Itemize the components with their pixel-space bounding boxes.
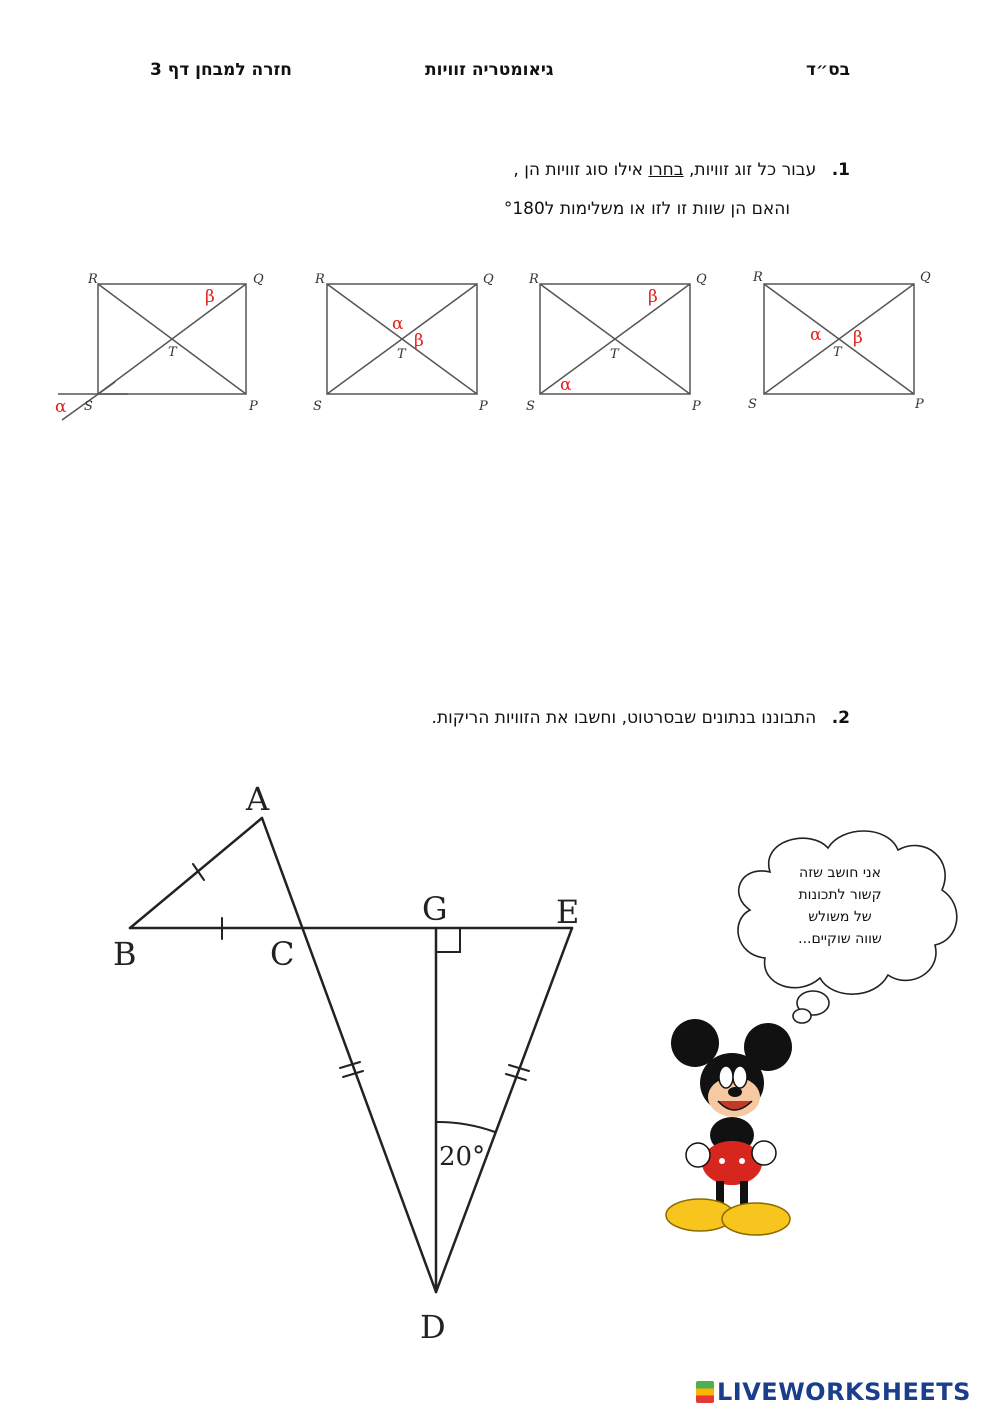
logo-text: LIVEWORKSHEETS <box>717 1378 971 1406</box>
question-1-line2: והאם הן שוות זו לזו או משלימות ל°180 <box>503 199 790 219</box>
angle-arc <box>436 1122 495 1132</box>
label-c: C <box>270 935 295 973</box>
rect-2-label-t: T <box>397 347 406 362</box>
question-2-text <box>432 708 850 728</box>
rect-1-alpha: α <box>55 397 67 417</box>
header-page: חזרה למבחן דף 3 <box>150 60 292 80</box>
label-d: D <box>420 1308 446 1346</box>
liveworksheets-logo <box>696 1378 971 1406</box>
label-e: E <box>556 893 580 931</box>
question-1-text-after: אילו סוג זוויות הן , <box>513 160 644 180</box>
glove-right-icon <box>752 1141 776 1165</box>
question-1-text-before: עבור כל זוג זוויות, <box>689 160 817 180</box>
tick-cd-2 <box>343 1071 363 1077</box>
rect-1-label-t: T <box>168 345 177 360</box>
thought-line-1: אני חושב שזה <box>799 865 881 881</box>
question-2-number: 2. <box>831 708 850 728</box>
rect-1-beta: β <box>205 287 215 307</box>
rect-2-label-p: P <box>479 399 488 414</box>
rect-1-label-r: R <box>88 272 98 287</box>
rect-4-beta: β <box>853 328 863 348</box>
thought-line-4: שווה שוקיים... <box>798 931 882 947</box>
header-title: גיאומטריה זוויות <box>425 60 554 80</box>
nose-icon <box>728 1087 742 1097</box>
triangle-figure <box>0 760 650 1380</box>
label-b: B <box>113 935 137 973</box>
rect-4-label-t: T <box>833 345 842 360</box>
header-right: בס״ד <box>806 60 850 80</box>
glove-left-icon <box>686 1143 710 1167</box>
rect-2-label-s: S <box>313 399 322 414</box>
rect-4-label-p: P <box>915 397 924 412</box>
shoe-right-icon <box>722 1203 790 1235</box>
segment-ed <box>436 928 572 1292</box>
rect-3-beta: β <box>648 287 658 307</box>
rect-3-alpha: α <box>560 375 572 395</box>
rect-2-label-r: R <box>315 272 325 287</box>
rect-3-label-p: P <box>692 399 701 414</box>
rect-1-label-q: Q <box>253 272 264 287</box>
cartoon-mouse-illustration <box>660 1015 800 1245</box>
right-angle-mark <box>436 928 460 952</box>
thought-line-2: קשור לתכונות <box>798 887 882 903</box>
rect-3-label-q: Q <box>696 272 707 287</box>
logo-badge-icon <box>696 1381 714 1403</box>
rect-2-label-q: Q <box>483 272 494 287</box>
label-a: A <box>246 780 270 818</box>
question-2-body: התבוננו בנתונים שבסרטוט, וחשבו את הזוויות הריקות. <box>431 708 817 728</box>
rectangles-figure <box>0 0 1000 440</box>
rect-1-label-p: P <box>249 399 258 414</box>
angle-20-label: 20° <box>439 1142 486 1172</box>
question-1-underlined: בחרו <box>648 160 684 180</box>
tick-cd-1 <box>340 1062 360 1068</box>
thought-line-3: של משולש <box>808 909 872 925</box>
thought-bubble-text <box>770 862 910 950</box>
label-g: G <box>422 890 448 928</box>
eye-right-icon <box>733 1066 747 1088</box>
rect-2-alpha: α <box>392 314 404 334</box>
button-right-icon <box>739 1158 745 1164</box>
rect-3-label-t: T <box>610 347 619 362</box>
button-left-icon <box>719 1158 725 1164</box>
rect-3-label-s: S <box>526 399 535 414</box>
segment-ba <box>130 818 262 928</box>
rect-2-beta: β <box>414 331 424 351</box>
rect-4-alpha: α <box>810 325 822 345</box>
eye-left-icon <box>719 1066 733 1088</box>
question-1-number: 1. <box>831 160 850 180</box>
rect-4-label-q: Q <box>920 270 931 285</box>
segment-ad <box>262 818 436 1292</box>
rect-3-label-r: R <box>529 272 539 287</box>
rect-1-label-s: S <box>84 399 93 414</box>
rect-4-label-r: R <box>753 270 763 285</box>
rect-4-label-s: S <box>748 397 757 412</box>
